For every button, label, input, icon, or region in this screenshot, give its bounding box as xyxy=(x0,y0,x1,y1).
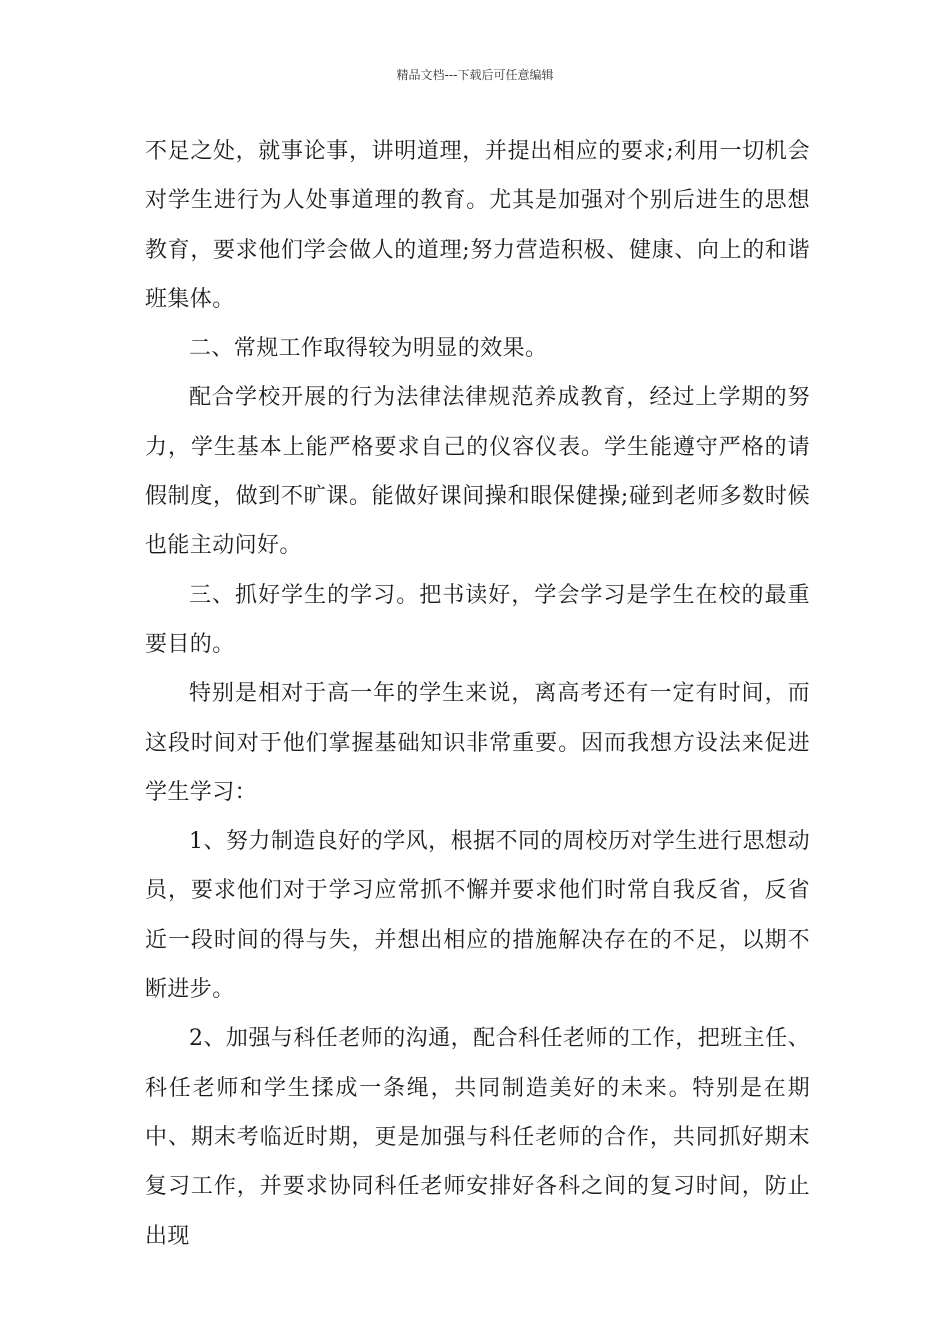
page-header: 精品文档---下载后可任意编辑 xyxy=(396,68,554,82)
paragraph-continuation: 不足之处，就事论事，讲明道理，并提出相应的要求;利用一切机会对学生进行为人处事道理的教育。尤其是加强对个别后进生的思想教育，要求他们学会做人的道理;努力营造积极、健康、向上的和谐班集体。 xyxy=(145,139,810,312)
document-body xyxy=(145,127,810,1261)
list-item-1: 1、努力制造良好的学风，根据不同的周校历对学生进行思想动员，要求他们对于学习应常抓不懈并要求他们时常自我反省，反省近一段时间的得与失，并想出相应的措施解决存在的不足，以期不断进步。 xyxy=(145,829,810,1003)
paragraph-study-intro: 特别是相对于高一年的学生来说，离高考还有一定有时间，而这段时间对于他们掌握基础知识非常重要。因而我想方设法来促进学生学习： xyxy=(145,681,810,805)
list-item-2: 2、加强与科任老师的沟通，配合科任老师的工作，把班主任、科任老师和学生揉成一条绳，共同制造美好的未来。特别是在期中、期末考临近时期，更是加强与科任老师的合作，共同抓好期末复习工作，并要求协同科任老师安排好各科之间的复习时间，防止出现 xyxy=(145,1026,810,1249)
paragraph-behavior-education: 配合学校开展的行为法律法律规范养成教育，经过上学期的努力，学生基本上能严格要求自己的仪容仪表。学生能遵守严格的请假制度，做到不旷课。能做好课间操和眼保健操;碰到老师多数时候也能主动问好。 xyxy=(145,385,810,559)
section-heading-routine-work: 二、常规工作取得较为明显的效果。 xyxy=(189,336,548,362)
section-heading-study: 三、抓好学生的学习。把书读好，学会学习是学生在校的最重要目的。 xyxy=(145,582,810,657)
